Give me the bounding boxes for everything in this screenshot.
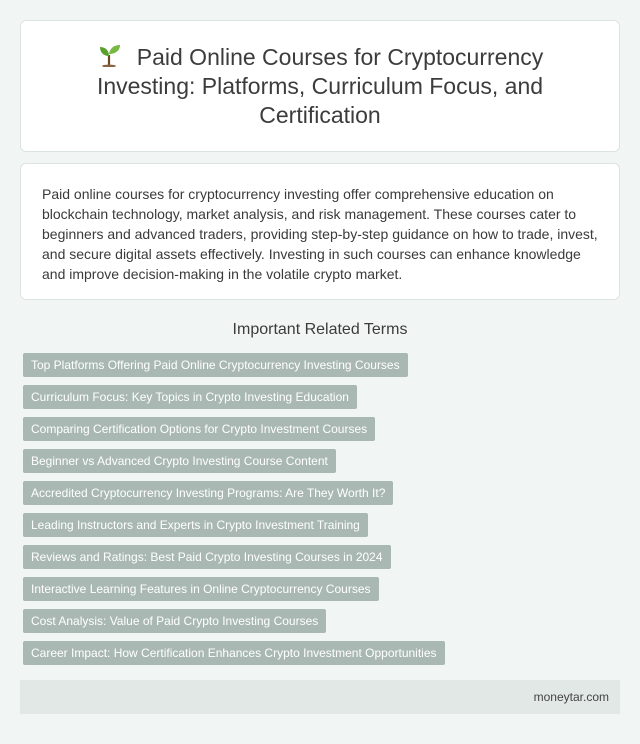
related-term-tag[interactable]: Cost Analysis: Value of Paid Crypto Investing Courses <box>23 609 326 633</box>
related-term-tag[interactable]: Leading Instructors and Experts in Crypto Investment Training <box>23 513 368 537</box>
intro-paragraph: Paid online courses for cryptocurrency investing offer comprehensive education on blockchain technology, market analysis, and risk management. These courses cater to beginners and advanced traders, providing step-by-step guidance on how to trade, invest, and secure digital assets effectively. Investing in such courses can enhance knowledge and improve decision-making in the volatile crypto market. <box>42 186 598 282</box>
related-term-tag[interactable]: Career Impact: How Certification Enhances Crypto Investment Opportunities <box>23 641 445 665</box>
page-title <box>61 43 579 130</box>
related-term-tag[interactable]: Curriculum Focus: Key Topics in Crypto Investing Education <box>23 385 357 409</box>
intro-card <box>20 163 620 300</box>
related-terms-heading: Important Related Terms <box>232 321 408 338</box>
related-term-tag[interactable]: Comparing Certification Options for Crypto Investment Courses <box>23 417 375 441</box>
related-terms-list <box>23 353 623 673</box>
related-term-tag[interactable]: Interactive Learning Features in Online Cryptocurrency Courses <box>23 577 379 601</box>
related-term-tag[interactable]: Beginner vs Advanced Crypto Investing Course Content <box>23 449 336 473</box>
footer-source: moneytar.com <box>533 690 609 704</box>
title-card <box>20 20 620 152</box>
sprout-icon <box>97 43 123 67</box>
related-term-tag[interactable]: Reviews and Ratings: Best Paid Crypto Investing Courses in 2024 <box>23 545 391 569</box>
page-title-text: Paid Online Courses for Cryptocurrency Investing: Platforms, Curriculum Focus, and Certification <box>96 43 544 128</box>
footer-bar <box>20 680 620 714</box>
related-term-tag[interactable]: Top Platforms Offering Paid Online Cryptocurrency Investing Courses <box>23 353 408 377</box>
related-term-tag[interactable]: Accredited Cryptocurrency Investing Programs: Are They Worth It? <box>23 481 393 505</box>
